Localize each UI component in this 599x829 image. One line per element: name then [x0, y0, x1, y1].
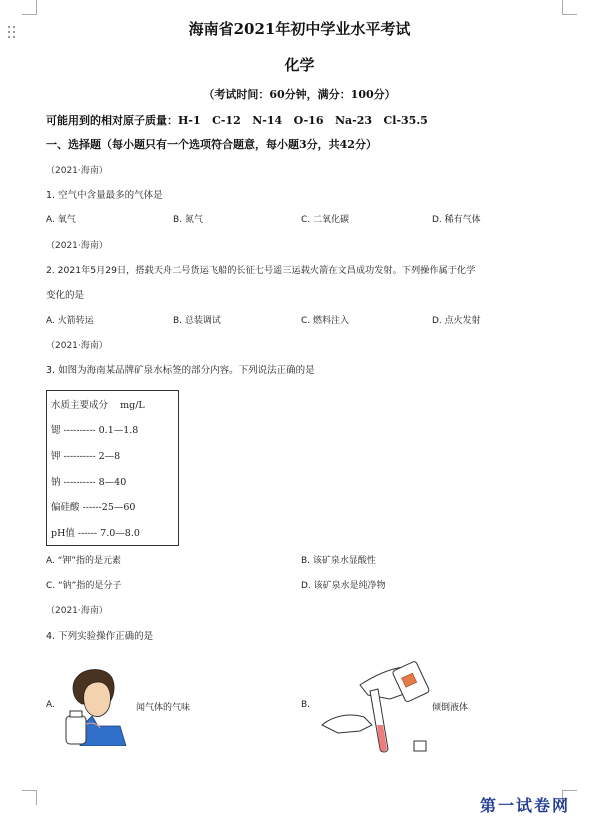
section-heading: 一、选择题（每小题只有一个选项符合题意，每小题3分，共42分）: [46, 138, 377, 151]
q2-option-a[interactable]: A. 火箭转运: [46, 316, 94, 326]
q3-source: （2021·海南）: [46, 341, 108, 351]
label-row: [47, 442, 179, 468]
smelling-gas-illustration: [62, 664, 128, 746]
q1-option-a[interactable]: A. 氧气: [46, 215, 76, 225]
atomic-masses: 可能用到的相对原子质量：H-1 C-12 N-14 O-16 Na-23 Cl-35.5: [46, 114, 428, 127]
corner-mark-top-left: [22, 0, 37, 15]
label-header-unit: mg/L: [120, 399, 145, 411]
watermark-brand: 第一试卷网: [480, 796, 571, 815]
q3-option-a[interactable]: A. “钾”指的是元素: [46, 556, 122, 566]
q4-source: （2021·海南）: [46, 606, 108, 616]
label-row: [47, 493, 179, 519]
q2-option-b[interactable]: B. 总装调试: [173, 316, 221, 326]
q2-source: （2021·海南）: [46, 241, 108, 251]
label-row: [47, 468, 179, 494]
corner-mark-top-right: [562, 0, 577, 15]
label-row-strontium: 锶 ---------- 0.1—1.8: [51, 425, 139, 437]
q4-option-a-letter[interactable]: A.: [46, 700, 55, 710]
q2-stem-line1: 2. 2021年5月29日，搭载天舟二号货运飞船的长征七号遥三运载火箭在文昌成功发射。下列操作属于化学: [46, 265, 476, 276]
q4-option-b-caption: 倾倒液体: [432, 703, 469, 713]
q2-option-d[interactable]: D. 点火发射: [432, 316, 481, 326]
q1-stem: 1. 空气中含量最多的气体是: [46, 190, 163, 201]
label-row-metasilicic-acid: 偏硅酸 ------25—60: [51, 502, 136, 514]
pouring-liquid-illustration: [320, 655, 438, 755]
q2-stem-line2: 变化的是: [46, 290, 85, 301]
label-header: [47, 391, 179, 417]
label-row-ph: pH值 ------ 7.0—8.0: [51, 527, 140, 539]
q4-stem: 4. 下列实验操作正确的是: [46, 631, 154, 642]
q3-option-d[interactable]: D. 该矿泉水是纯净物: [301, 581, 386, 591]
label-row: [47, 417, 179, 443]
subject-title: 化学: [284, 56, 315, 74]
exam-info: （考试时间：60分钟，满分：100分）: [203, 88, 396, 101]
q2-option-c[interactable]: C. 燃料注入: [301, 316, 350, 326]
label-row-sodium: 钠 ---------- 8—40: [51, 476, 127, 488]
q4-option-a-caption: 闻气体的气味: [136, 703, 191, 713]
q3-option-c[interactable]: C. “钠”指的是分子: [46, 581, 122, 591]
corner-mark-bottom-left: [22, 790, 37, 805]
mineral-water-label-table: [46, 390, 179, 546]
q1-option-c[interactable]: C. 二氧化碳: [301, 215, 350, 225]
q3-stem: 3. 如图为海南某品牌矿泉水标签的部分内容。下列说法正确的是: [46, 365, 315, 376]
q1-source: （2021·海南）: [46, 166, 108, 176]
label-row: [47, 519, 179, 545]
q3-option-b[interactable]: B. 该矿泉水显酸性: [301, 556, 376, 566]
label-row-potassium: 钾 ---------- 2—8: [51, 450, 121, 462]
q4-option-b-letter[interactable]: B.: [301, 700, 311, 710]
page-title: 海南省2021年初中学业水平考试: [188, 20, 411, 38]
label-header-row: [47, 391, 179, 417]
label-header-title: 水质主要成分: [51, 399, 109, 411]
q1-option-d[interactable]: D. 稀有气体: [432, 215, 481, 225]
q1-option-b[interactable]: B. 氮气: [173, 215, 203, 225]
